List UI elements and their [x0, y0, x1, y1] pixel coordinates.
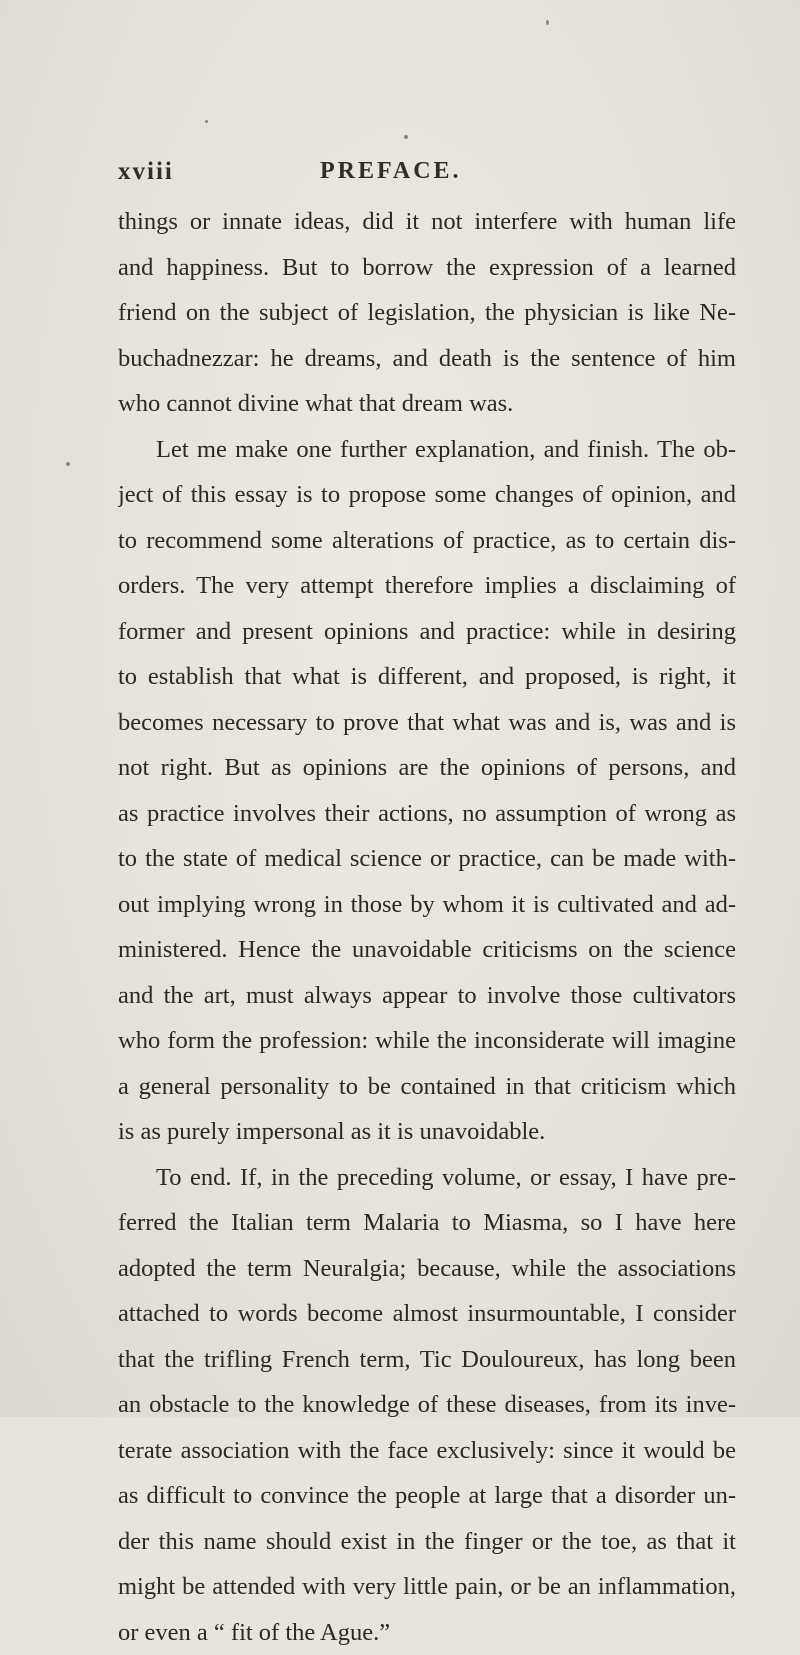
text-line: der this name should exist in the finger or the toe, as that it: [118, 1519, 736, 1565]
text-line: friend on the subject of legislation, the physician is like Ne-: [118, 290, 736, 336]
text-line: terate association with the face exclusively: since it would be: [118, 1428, 736, 1474]
paper-speck: [546, 20, 549, 25]
text-line: things or innate ideas, did it not interfere with human life: [118, 199, 736, 245]
text-line: to establish that what is different, and proposed, is right, it: [118, 654, 736, 700]
body-text: [118, 199, 736, 1655]
text-line: might be attended with very little pain, or be an inflammation,: [118, 1564, 736, 1610]
text-line: and the art, must always appear to involve those cultivators: [118, 973, 736, 1019]
text-line: and happiness. But to borrow the expression of a learned: [118, 245, 736, 291]
paper-speck: [404, 135, 408, 139]
text-line: former and present opinions and practice: while in desiring: [118, 609, 736, 655]
text-line: a general personality to be contained in that criticism which: [118, 1064, 736, 1110]
paper-speck: [66, 462, 70, 466]
running-title: PREFACE.: [320, 158, 462, 185]
text-line: to recommend some alterations of practice, as to certain dis-: [118, 518, 736, 564]
page-number: xviii: [118, 158, 174, 186]
text-line: who form the profession: while the inconsiderate will imagine: [118, 1018, 736, 1064]
text-line: ministered. Hence the unavoidable criticisms on the science: [118, 927, 736, 973]
text-line: becomes necessary to prove that what was and is, was and is: [118, 700, 736, 746]
text-line: attached to words become almost insurmountable, I consider: [118, 1291, 736, 1337]
text-line: to the state of medical science or practice, can be made with-: [118, 836, 736, 882]
text-line: an obstacle to the knowledge of these diseases, from its inve-: [118, 1382, 736, 1428]
text-line: as practice involves their actions, no assumption of wrong as: [118, 791, 736, 837]
text-line: buchadnezzar: he dreams, and death is the sentence of him: [118, 336, 736, 382]
text-line: or even a “ fit of the Ague.”: [118, 1610, 736, 1655]
text-line: is as purely impersonal as it is unavoidable.: [118, 1109, 736, 1155]
text-line: out implying wrong in those by whom it is cultivated and ad-: [118, 882, 736, 928]
text-line: adopted the term Neuralgia; because, while the associations: [118, 1246, 736, 1292]
text-line: ferred the Italian term Malaria to Miasma, so I have here: [118, 1200, 736, 1246]
text-line: who cannot divine what that dream was.: [118, 381, 736, 427]
text-line: orders. The very attempt therefore implies a disclaiming of: [118, 563, 736, 609]
text-line: ject of this essay is to propose some changes of opinion, and: [118, 472, 736, 518]
text-line: To end. If, in the preceding volume, or essay, I have pre-: [118, 1155, 736, 1201]
text-line: Let me make one further explanation, and finish. The ob-: [118, 427, 736, 473]
text-line: as difficult to convince the people at large that a disorder un-: [118, 1473, 736, 1519]
running-head: [0, 158, 800, 198]
text-line: that the trifling French term, Tic Douloureux, has long been: [118, 1337, 736, 1383]
paper-speck: [205, 120, 208, 123]
text-line: not right. But as opinions are the opinions of persons, and: [118, 745, 736, 791]
